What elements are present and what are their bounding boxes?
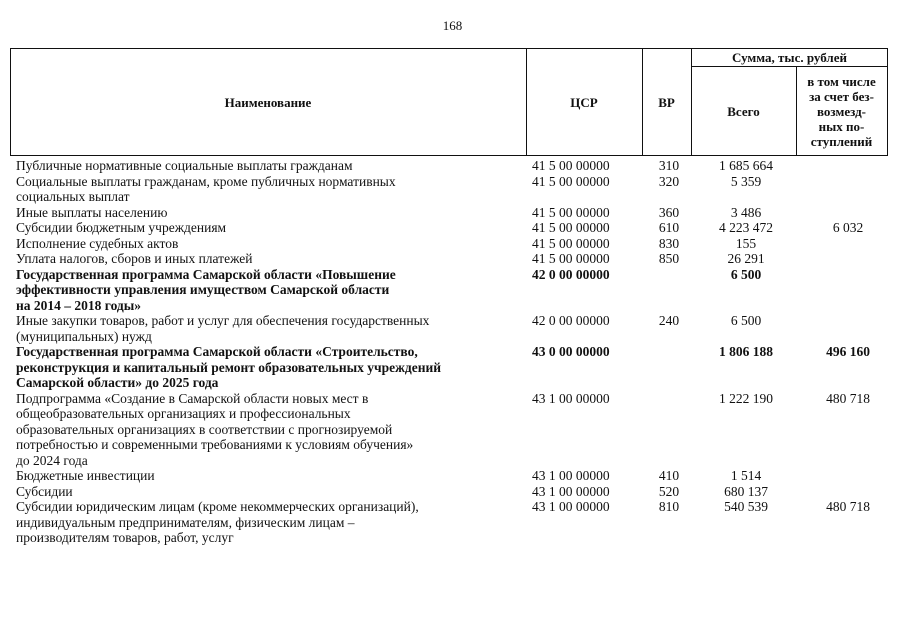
row-name [16, 344, 516, 391]
row-total: 155 [735, 235, 757, 251]
table-row [16, 391, 888, 469]
row-total: 680 137 [724, 483, 768, 499]
table-row [16, 220, 888, 236]
row-name-line: потребностью и современными требованиями к условиям обучения» [16, 437, 414, 452]
row-csr: 41 5 00 00000 [532, 158, 610, 173]
row-csr: 43 1 00 00000 [532, 468, 610, 483]
row-free-receipts: 480 718 [826, 390, 870, 406]
row-name-line: реконструкция и капитальный ремонт образовательных учреждений [16, 359, 442, 375]
row-total: 1 685 664 [719, 158, 773, 173]
row-total: 6 500 [730, 266, 762, 282]
row-vr: 310 [658, 158, 680, 173]
header-total: Всего [727, 103, 760, 119]
table-body [16, 158, 888, 546]
row-vr: 610 [658, 220, 680, 235]
row-name-line: эффективности управления имуществом Самарской области [16, 282, 390, 297]
row-name-line: Публичные нормативные социальные выплаты гражданам [16, 158, 353, 173]
header-csr: ЦСР [570, 94, 598, 110]
row-name [16, 267, 516, 314]
row-name [16, 484, 516, 500]
header-free-line: в том числе [807, 73, 876, 89]
row-name-line: (муниципальных) нужд [16, 328, 152, 344]
row-name-line: Бюджетные инвестиции [16, 468, 155, 483]
row-total: 540 539 [724, 499, 768, 514]
header-free-receipts [796, 66, 887, 156]
row-total: 6 500 [730, 313, 762, 328]
row-name [16, 251, 516, 267]
table-row [16, 344, 888, 391]
header-free-line: возмезд- [817, 103, 866, 119]
row-vr: 830 [658, 235, 680, 251]
row-name [16, 236, 516, 252]
table-row [16, 205, 888, 221]
row-vr: 810 [658, 499, 680, 514]
page-number: 168 [442, 18, 463, 33]
row-name-line: образовательных организациях в соответствии с прогнозируемой [16, 421, 393, 437]
row-name [16, 391, 516, 469]
row-csr: 41 5 00 00000 [532, 220, 610, 235]
row-csr: 42 0 00 00000 [532, 313, 610, 328]
table-row [16, 499, 888, 546]
table-row [16, 313, 888, 344]
row-name-line: до 2024 года [16, 452, 88, 468]
row-total: 26 291 [727, 251, 765, 266]
header-free-line: ступлений [810, 133, 873, 149]
row-name-line: производителям товаров, работ, услуг [16, 530, 234, 545]
table-header [10, 48, 888, 156]
row-name-line: Самарской области» до 2025 года [16, 375, 219, 390]
header-free-line: за счет без- [809, 88, 874, 104]
row-name-line: Государственная программа Самарской области «Строительство, [16, 344, 418, 359]
header-free-line: ных по- [818, 118, 865, 134]
row-csr: 41 5 00 00000 [532, 251, 610, 266]
row-name-line: Социальные выплаты гражданам, кроме публичных нормативных [16, 173, 396, 189]
row-name-line: общеобразовательных организациях и профессиональных [16, 406, 351, 421]
row-total: 4 223 472 [719, 220, 773, 235]
row-free-receipts: 6 032 [832, 220, 864, 235]
table-row [16, 468, 888, 484]
row-vr: 360 [658, 204, 680, 220]
row-name-line: на 2014 – 2018 годы» [16, 297, 142, 313]
row-csr: 43 1 00 00000 [532, 499, 610, 514]
row-vr: 320 [658, 173, 680, 189]
table-row [16, 158, 888, 174]
row-name [16, 313, 516, 344]
row-name-line: Подпрограмма «Создание в Самарской области новых мест в [16, 390, 369, 406]
row-csr: 41 5 00 00000 [532, 235, 610, 251]
row-free-receipts: 480 718 [826, 499, 870, 514]
row-csr: 43 1 00 00000 [532, 390, 610, 406]
table-row [16, 267, 888, 314]
row-total: 1 514 [730, 468, 762, 483]
row-name-line: индивидуальным предпринимателям, физическим лицам – [16, 514, 355, 530]
row-vr: 410 [658, 468, 680, 483]
row-csr: 41 5 00 00000 [532, 204, 610, 220]
row-total: 5 359 [730, 173, 762, 189]
row-name [16, 499, 516, 546]
header-vr: ВР [658, 94, 675, 110]
row-name [16, 174, 516, 205]
table-row [16, 484, 888, 500]
row-csr: 42 0 00 00000 [532, 266, 610, 282]
row-total: 1 222 190 [719, 390, 773, 406]
row-csr: 43 0 00 00000 [532, 344, 610, 359]
row-name-line: Субсидии юридическим лицам (кроме некоммерческих организаций), [16, 499, 419, 514]
header-sum-group: Сумма, тыс. рублей [732, 49, 847, 65]
row-name-line: социальных выплат [16, 189, 130, 204]
row-name [16, 205, 516, 221]
row-vr: 240 [658, 313, 680, 328]
row-vr: 850 [658, 251, 680, 266]
row-vr: 520 [658, 483, 680, 499]
row-name [16, 220, 516, 236]
row-name [16, 468, 516, 484]
row-name-line: Государственная программа Самарской области «Повышение [16, 266, 396, 282]
row-name-line: Иные выплаты населению [16, 204, 168, 220]
header-name: Наименование [224, 94, 312, 110]
row-csr: 43 1 00 00000 [532, 483, 610, 499]
row-name [16, 158, 516, 174]
row-name-line: Субсидии бюджетным учреждениям [16, 220, 227, 235]
row-name-line: Иные закупки товаров, работ и услуг для обеспечения государственных [16, 313, 430, 328]
row-total: 3 486 [730, 204, 762, 220]
row-free-receipts: 496 160 [826, 344, 870, 359]
table-row [16, 251, 888, 267]
table-row [16, 174, 888, 205]
row-name-line: Исполнение судебных актов [16, 235, 179, 251]
row-name-line: Субсидии [16, 483, 73, 499]
row-csr: 41 5 00 00000 [532, 173, 610, 189]
row-name-line: Уплата налогов, сборов и иных платежей [16, 251, 253, 266]
row-total: 1 806 188 [719, 344, 773, 359]
table-row [16, 236, 888, 252]
